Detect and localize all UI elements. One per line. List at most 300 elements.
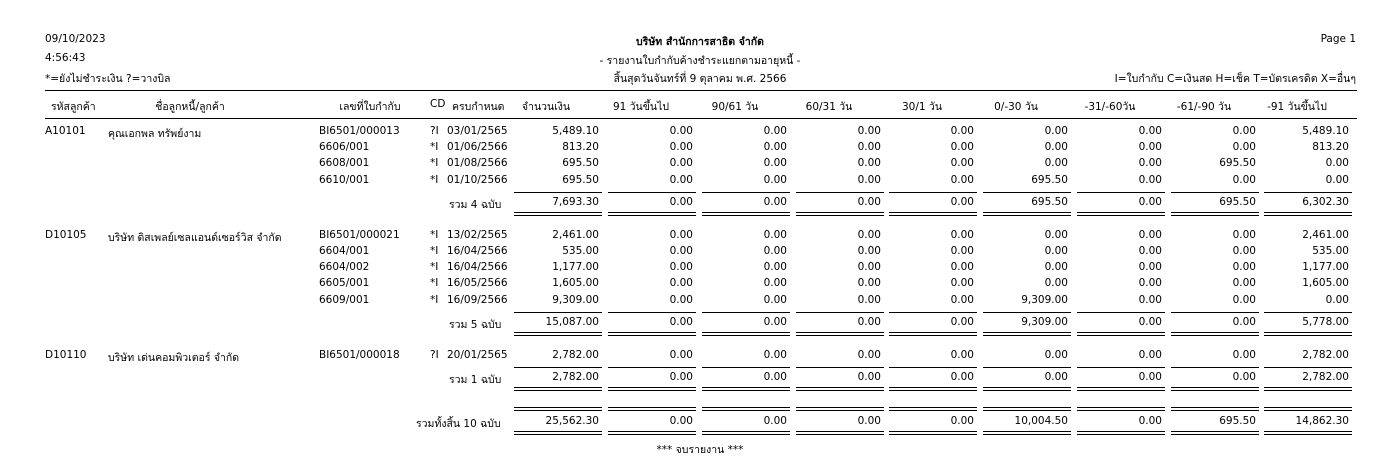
total-double-rule [1264, 434, 1352, 435]
cell-b2: 0.00 [763, 348, 787, 361]
total-double-rule [1264, 212, 1352, 213]
total-double-rule [514, 335, 602, 336]
invoice-number: 6605/001 [319, 277, 370, 290]
group-total-b6: 0.00 [1138, 195, 1162, 208]
total-double-rule [514, 390, 602, 391]
invoice-due-date: 16/09/2566 [447, 293, 508, 306]
total-double-rule [1171, 212, 1259, 213]
cell-amount: 813.20 [562, 141, 599, 154]
subtotal-rule [608, 367, 696, 368]
cell-b2: 0.00 [763, 125, 787, 137]
subtotal-rule [702, 312, 790, 313]
report-title: - รายงานใบกำกับค้างชำระแยกตามอายุหนี้ - [599, 55, 801, 67]
cell-b7: 0.00 [1232, 277, 1256, 290]
report-date: 09/10/2023 [45, 33, 106, 45]
group-total-amount: 7,693.30 [552, 195, 599, 208]
total-double-rule [608, 434, 696, 435]
cell-b3: 0.00 [857, 293, 881, 306]
cell-b3: 0.00 [857, 261, 881, 274]
group-total-b3: 0.00 [857, 315, 881, 328]
customer-name: บริษัท ดิสเพลย์เซลแอนด์เซอร์วิส จำกัด [108, 231, 282, 244]
invoice-due-date: 16/04/2566 [447, 245, 508, 257]
invoice-cd: *I [430, 173, 439, 186]
cell-b1: 0.00 [669, 125, 693, 137]
total-double-rule [702, 332, 790, 333]
group-total-b3: 0.00 [857, 195, 881, 208]
total-double-rule [889, 434, 977, 435]
invoice-cd: *I [430, 245, 439, 257]
cell-b2: 0.00 [763, 245, 787, 257]
total-double-rule [796, 431, 884, 432]
group-total-b4: 0.00 [950, 195, 974, 208]
subtotal-rule [702, 367, 790, 368]
cell-b5: 0.00 [1044, 245, 1068, 257]
cell-b3: 0.00 [857, 228, 881, 241]
total-double-rule [889, 407, 977, 408]
col-header-cd: CD [430, 98, 446, 110]
subtotal-rule [983, 312, 1071, 313]
total-double-rule [1077, 212, 1165, 213]
total-double-rule [1264, 431, 1352, 432]
total-double-rule [889, 410, 977, 411]
invoice-due-date: 16/04/2566 [447, 261, 508, 274]
invoice-cd: *I [430, 277, 439, 290]
cell-b3: 0.00 [857, 157, 881, 170]
invoice-number: 6608/001 [319, 157, 370, 170]
total-double-rule [1077, 390, 1165, 391]
report-time: 4:56:43 [45, 52, 86, 64]
cell-amount: 5,489.10 [552, 125, 599, 137]
total-double-rule [1264, 390, 1352, 391]
col-header-due-date: ครบกำหนด [452, 101, 505, 113]
invoice-due-date: 01/06/2566 [447, 141, 508, 154]
total-double-rule [1171, 332, 1259, 333]
invoice-due-date: 16/05/2566 [447, 277, 508, 290]
cell-b8: 813.20 [1312, 141, 1349, 154]
total-double-rule [702, 407, 790, 408]
subtotal-rule [1077, 367, 1165, 368]
cell-b4: 0.00 [950, 228, 974, 241]
total-double-rule [514, 212, 602, 213]
group-total-b3: 0.00 [857, 371, 881, 383]
col-header-b1: 91 วันขึ้นไป [612, 101, 670, 113]
cell-b8: 1,177.00 [1302, 261, 1349, 274]
cell-b6: 0.00 [1138, 125, 1162, 137]
subtotal-rule [702, 192, 790, 193]
group-total-b1: 0.00 [669, 195, 693, 208]
cell-b2: 0.00 [763, 228, 787, 241]
subtotal-rule [1171, 312, 1259, 313]
cell-b8: 0.00 [1325, 293, 1349, 306]
cell-b6: 0.00 [1138, 245, 1162, 257]
group-total-b7: 0.00 [1232, 371, 1256, 383]
total-double-rule [796, 390, 884, 391]
total-double-rule [796, 335, 884, 336]
total-double-rule [1077, 215, 1165, 216]
total-double-rule [1264, 407, 1352, 408]
cell-b1: 0.00 [669, 261, 693, 274]
cell-amount: 535.00 [562, 245, 599, 257]
document-type-legend: I=ใบกำกับ C=เงินสด H=เช็ค T=บัตรเครดิต X=อื่นๆ [1114, 73, 1356, 85]
cell-b7: 0.00 [1232, 141, 1256, 154]
total-double-rule [1171, 407, 1259, 408]
total-double-rule [889, 212, 977, 213]
total-double-rule [702, 390, 790, 391]
cell-b1: 0.00 [669, 348, 693, 361]
total-double-rule [514, 387, 602, 388]
cell-amount: 2,461.00 [552, 228, 599, 241]
cell-amount: 695.50 [562, 157, 599, 170]
invoice-due-date: 20/01/2565 [447, 348, 508, 361]
invoice-number: 6606/001 [319, 141, 370, 154]
total-double-rule [514, 434, 602, 435]
cell-b5: 0.00 [1044, 125, 1068, 137]
cell-b3: 0.00 [857, 245, 881, 257]
total-double-rule [608, 390, 696, 391]
cell-b4: 0.00 [950, 261, 974, 274]
total-double-rule [1077, 332, 1165, 333]
cell-amount: 1,177.00 [552, 261, 599, 274]
cell-b7: 0.00 [1232, 348, 1256, 361]
total-double-rule [1171, 215, 1259, 216]
total-double-rule [1077, 335, 1165, 336]
cell-b8: 2,461.00 [1302, 228, 1349, 241]
total-double-rule [702, 212, 790, 213]
total-double-rule [1264, 332, 1352, 333]
total-double-rule [983, 431, 1071, 432]
group-total-b6: 0.00 [1138, 371, 1162, 383]
subtotal-rule [1171, 192, 1259, 193]
group-total-b8: 5,778.00 [1302, 315, 1349, 328]
group-total-b6: 0.00 [1138, 315, 1162, 328]
cell-b1: 0.00 [669, 245, 693, 257]
cell-b4: 0.00 [950, 157, 974, 170]
total-double-rule [514, 431, 602, 432]
total-double-rule [983, 212, 1071, 213]
total-double-rule [889, 332, 977, 333]
total-double-rule [1264, 387, 1352, 388]
group-total-b7: 0.00 [1232, 315, 1256, 328]
total-double-rule [796, 332, 884, 333]
cell-b7: 0.00 [1232, 245, 1256, 257]
group-total-b5: 0.00 [1044, 371, 1068, 383]
cell-b8: 2,782.00 [1302, 348, 1349, 361]
subtotal-rule [1264, 367, 1352, 368]
total-double-rule [1077, 431, 1165, 432]
cell-b6: 0.00 [1138, 293, 1162, 306]
group-total-b4: 0.00 [950, 371, 974, 383]
invoice-cd: ?I [430, 348, 439, 361]
invoice-cd: *I [430, 228, 439, 241]
col-header-b6: -31/-60วัน [1084, 101, 1136, 113]
cell-b2: 0.00 [763, 173, 787, 186]
cell-b6: 0.00 [1138, 157, 1162, 170]
cell-b1: 0.00 [669, 157, 693, 170]
total-double-rule [889, 215, 977, 216]
invoice-cd: *I [430, 261, 439, 274]
subtotal-rule [608, 312, 696, 313]
group-total-b5: 695.50 [1031, 195, 1068, 208]
group-total-b7: 695.50 [1219, 195, 1256, 208]
total-double-rule [702, 335, 790, 336]
header-top-rule [45, 90, 1357, 91]
total-double-rule [1171, 390, 1259, 391]
subtotal-rule [1171, 367, 1259, 368]
subtotal-rule [1264, 192, 1352, 193]
cell-b7: 0.00 [1232, 228, 1256, 241]
cell-b4: 0.00 [950, 141, 974, 154]
cell-b4: 0.00 [950, 125, 974, 137]
subtotal-rule [796, 192, 884, 193]
customer-name: คุณเอกพล ทรัพย์งาม [108, 128, 202, 140]
total-double-rule [1264, 215, 1352, 216]
page-number: Page 1 [1320, 33, 1356, 45]
total-double-rule [514, 410, 602, 411]
invoice-due-date: 03/01/2565 [447, 125, 508, 137]
group-total-b5: 9,309.00 [1021, 315, 1068, 328]
subtotal-rule [889, 192, 977, 193]
total-double-rule [889, 387, 977, 388]
invoice-number: 6610/001 [319, 173, 370, 186]
cell-b3: 0.00 [857, 348, 881, 361]
total-double-rule [608, 387, 696, 388]
subtotal-rule [983, 192, 1071, 193]
cell-b6: 0.00 [1138, 228, 1162, 241]
cell-b5: 0.00 [1044, 261, 1068, 274]
cell-b7: 0.00 [1232, 125, 1256, 137]
col-header-b2: 90/61 วัน [711, 101, 759, 113]
group-total-b1: 0.00 [669, 315, 693, 328]
cell-b2: 0.00 [763, 157, 787, 170]
cell-b6: 0.00 [1138, 141, 1162, 154]
cell-b7: 0.00 [1232, 261, 1256, 274]
total-double-rule [796, 410, 884, 411]
customer-code: D10105 [45, 228, 87, 241]
invoice-number: BI6501/000013 [319, 125, 400, 137]
subtotal-rule [514, 192, 602, 193]
end-of-report: *** จบรายงาน *** [656, 444, 744, 456]
cell-b8: 0.00 [1325, 157, 1349, 170]
group-total-label: รวม 5 ฉบับ [449, 318, 502, 331]
cell-b1: 0.00 [669, 228, 693, 241]
cell-b5: 695.50 [1031, 173, 1068, 186]
group-total-b1: 0.00 [669, 371, 693, 383]
cell-b2: 0.00 [763, 141, 787, 154]
cell-b8: 5,489.10 [1302, 125, 1349, 137]
status-legend: *=ยังไม่ชำระเงิน ?=วางบิล [45, 73, 171, 85]
total-double-rule [702, 434, 790, 435]
invoice-cd: ?I [430, 125, 439, 137]
group-total-b2: 0.00 [763, 195, 787, 208]
total-double-rule [983, 390, 1071, 391]
cell-b2: 0.00 [763, 293, 787, 306]
total-double-rule [983, 335, 1071, 336]
grand-total-b7: 695.50 [1219, 415, 1256, 427]
cell-b1: 0.00 [669, 173, 693, 186]
invoice-due-date: 01/08/2566 [447, 157, 508, 170]
total-double-rule [1264, 335, 1352, 336]
total-double-rule [1171, 434, 1259, 435]
group-total-b8: 2,782.00 [1302, 371, 1349, 383]
col-header-customer-name: ชื่อลูกหนี้/ลูกค้า [155, 101, 225, 113]
cell-b3: 0.00 [857, 277, 881, 290]
total-double-rule [983, 410, 1071, 411]
cell-b1: 0.00 [669, 277, 693, 290]
total-double-rule [889, 335, 977, 336]
cell-b4: 0.00 [950, 348, 974, 361]
cell-b5: 0.00 [1044, 277, 1068, 290]
total-double-rule [983, 407, 1071, 408]
cell-b1: 0.00 [669, 293, 693, 306]
customer-name: บริษัท เด่นคอมพิวเตอร์ จำกัด [108, 351, 240, 364]
cell-b3: 0.00 [857, 173, 881, 186]
subtotal-rule [1077, 312, 1165, 313]
total-double-rule [1171, 410, 1259, 411]
grand-total-b5: 10,004.50 [1014, 415, 1068, 427]
cell-b8: 535.00 [1312, 245, 1349, 257]
group-total-b4: 0.00 [950, 315, 974, 328]
cell-b6: 0.00 [1138, 261, 1162, 274]
total-double-rule [608, 410, 696, 411]
report-period: สิ้นสุดวันจันทร์ที่ 9 ตุลาคม พ.ศ. 2566 [613, 73, 787, 85]
total-double-rule [702, 215, 790, 216]
customer-code: D10110 [45, 348, 87, 361]
subtotal-rule [983, 367, 1071, 368]
group-total-label: รวม 1 ฉบับ [449, 374, 502, 386]
col-header-invoice: เลขที่ใบกำกับ [339, 101, 401, 113]
cell-amount: 9,309.00 [552, 293, 599, 306]
total-double-rule [796, 407, 884, 408]
total-double-rule [702, 431, 790, 432]
subtotal-rule [889, 367, 977, 368]
total-double-rule [608, 335, 696, 336]
grand-total-b6: 0.00 [1138, 415, 1162, 427]
col-header-b8: -91 วันขึ้นไป [1267, 101, 1327, 113]
col-header-b3: 60/31 วัน [805, 101, 853, 113]
subtotal-rule [1077, 192, 1165, 193]
cell-b5: 0.00 [1044, 348, 1068, 361]
invoice-cd: *I [430, 157, 439, 170]
cell-b3: 0.00 [857, 141, 881, 154]
total-double-rule [514, 407, 602, 408]
cell-b7: 0.00 [1232, 173, 1256, 186]
total-double-rule [608, 215, 696, 216]
invoice-number: 6609/001 [319, 293, 370, 306]
group-total-amount: 15,087.00 [545, 315, 599, 328]
grand-total-b8: 14,862.30 [1295, 415, 1349, 427]
invoice-due-date: 13/02/2565 [447, 228, 508, 241]
cell-b4: 0.00 [950, 277, 974, 290]
total-double-rule [702, 387, 790, 388]
cell-b7: 695.50 [1219, 157, 1256, 170]
cell-b5: 0.00 [1044, 228, 1068, 241]
total-double-rule [983, 332, 1071, 333]
group-total-b2: 0.00 [763, 315, 787, 328]
total-double-rule [608, 431, 696, 432]
cell-amount: 2,782.00 [552, 348, 599, 361]
subtotal-rule [608, 192, 696, 193]
cell-b4: 0.00 [950, 173, 974, 186]
subtotal-rule [889, 312, 977, 313]
invoice-number: BI6501/000018 [319, 348, 400, 361]
invoice-due-date: 01/10/2566 [447, 173, 508, 186]
cell-b8: 0.00 [1325, 173, 1349, 186]
col-header-b5: 0/-30 วัน [994, 101, 1038, 113]
total-double-rule [1077, 407, 1165, 408]
subtotal-rule [1264, 312, 1352, 313]
customer-code: A10101 [45, 125, 86, 137]
total-double-rule [1077, 387, 1165, 388]
total-double-rule [514, 215, 602, 216]
cell-b6: 0.00 [1138, 277, 1162, 290]
col-header-b7: -61/-90 วัน [1176, 101, 1232, 113]
total-double-rule [608, 332, 696, 333]
invoice-cd: *I [430, 293, 439, 306]
group-total-label: รวม 4 ฉบับ [449, 198, 502, 211]
cell-b5: 9,309.00 [1021, 293, 1068, 306]
total-double-rule [889, 431, 977, 432]
col-header-b4: 30/1 วัน [902, 101, 942, 113]
group-total-amount: 2,782.00 [552, 371, 599, 383]
cell-b2: 0.00 [763, 261, 787, 274]
total-double-rule [514, 332, 602, 333]
cell-amount: 695.50 [562, 173, 599, 186]
cell-b8: 1,605.00 [1302, 277, 1349, 290]
cell-b2: 0.00 [763, 277, 787, 290]
group-total-b8: 6,302.30 [1302, 195, 1349, 208]
cell-b3: 0.00 [857, 125, 881, 137]
total-double-rule [1077, 410, 1165, 411]
grand-total-b2: 0.00 [763, 415, 787, 427]
cell-b7: 0.00 [1232, 293, 1256, 306]
col-header-customer-code: รหัสลูกค้า [51, 101, 96, 113]
cell-b4: 0.00 [950, 245, 974, 257]
total-double-rule [608, 407, 696, 408]
total-double-rule [796, 212, 884, 213]
subtotal-rule [796, 367, 884, 368]
cell-b4: 0.00 [950, 293, 974, 306]
subtotal-rule [514, 367, 602, 368]
total-double-rule [608, 212, 696, 213]
cell-amount: 1,605.00 [552, 277, 599, 290]
invoice-number: 6604/001 [319, 245, 370, 257]
invoice-cd: *I [430, 141, 439, 154]
total-double-rule [1171, 387, 1259, 388]
cell-b6: 0.00 [1138, 348, 1162, 361]
total-double-rule [1171, 431, 1259, 432]
cell-b6: 0.00 [1138, 173, 1162, 186]
col-header-amount: จำนวนเงิน [521, 101, 571, 113]
total-double-rule [796, 215, 884, 216]
total-double-rule [796, 434, 884, 435]
total-double-rule [702, 410, 790, 411]
company-name: บริษัท สำนักการสาธิต จำกัด [636, 36, 764, 48]
total-double-rule [983, 215, 1071, 216]
cell-b5: 0.00 [1044, 157, 1068, 170]
total-double-rule [983, 387, 1071, 388]
invoice-number: BI6501/000021 [319, 228, 400, 241]
total-double-rule [1077, 434, 1165, 435]
grand-total-b3: 0.00 [857, 415, 881, 427]
total-double-rule [796, 387, 884, 388]
subtotal-rule [514, 312, 602, 313]
subtotal-rule [796, 312, 884, 313]
total-double-rule [1171, 335, 1259, 336]
total-double-rule [983, 434, 1071, 435]
invoice-number: 6604/002 [319, 261, 370, 274]
total-double-rule [1264, 410, 1352, 411]
group-total-b2: 0.00 [763, 371, 787, 383]
